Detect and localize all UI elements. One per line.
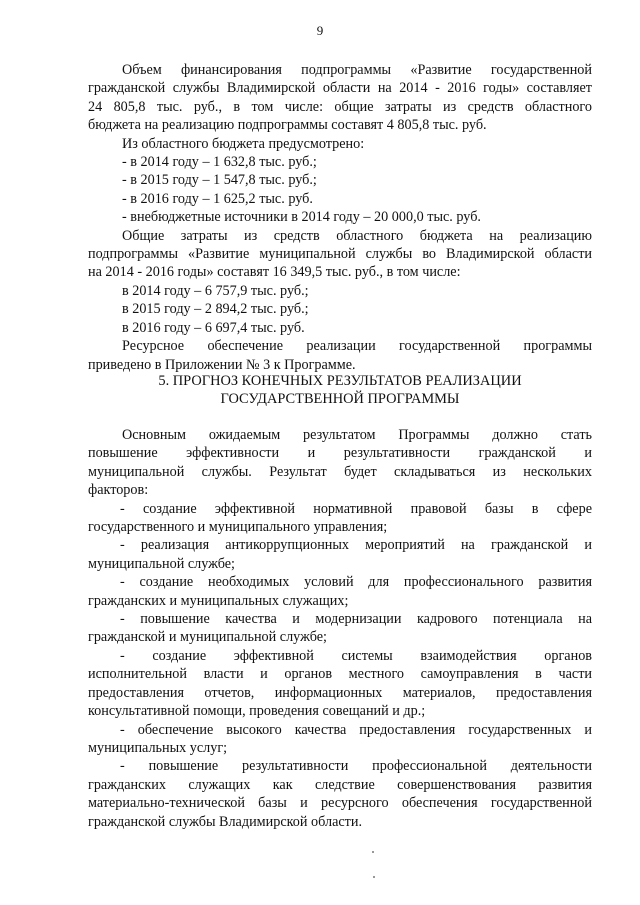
intro-line: факторов: <box>88 482 149 499</box>
factor-line: консультативной помощи, проведения совещаний и др.; <box>88 703 426 720</box>
factor-line: исполнительной власти и органов местного самоуправления в части <box>88 666 592 683</box>
factor-line: - обеспечение высокого качества предоставления государственных и <box>120 721 592 738</box>
resource-line: приведено в Приложении № 3 к Программе. <box>88 356 356 373</box>
funding-block <box>88 61 592 374</box>
factor-line: предоставления отчетов, информационных материалов, предоставления <box>88 684 592 701</box>
resource-line: Ресурсное обеспечение реализации государственной программы <box>122 338 592 355</box>
factor-line: материально-технической базы и ресурсного обеспечения государственной <box>88 795 592 812</box>
municipal-line: Общие затраты из средств областного бюджета на реализацию <box>122 227 592 244</box>
factor-line: - создание эффективной системы взаимодействия органов <box>120 647 592 664</box>
section-heading <box>88 372 592 409</box>
page-number: 9 <box>316 23 324 38</box>
factor-line: муниципальной службе; <box>88 555 236 572</box>
factor-line: гражданских служащих как следствие совершенствования развития <box>88 776 592 793</box>
intro-line: Основным ожидаемым результатом Программы должно стать <box>122 427 592 443</box>
municipal-item: в 2014 году – 6 757,9 тыс. руб.; <box>122 282 309 299</box>
municipal-line: на 2014 - 2016 годы» составят 16 349,5 тыс. руб., в том числе: <box>88 264 461 281</box>
funding-line: 24 805,8 тыс. руб., в том числе: общие затраты из средств областного <box>88 98 592 115</box>
municipal-item: в 2015 году – 2 894,2 тыс. руб.; <box>122 301 309 318</box>
factor-line: гражданских и муниципальных служащих; <box>88 592 349 609</box>
section-title-line: 5. ПРОГНОЗ КОНЕЧНЫХ РЕЗУЛЬТАТОВ РЕАЛИЗАЦИИ <box>158 373 522 389</box>
intro-line: повышение эффективности и результативности гражданской и <box>88 445 592 462</box>
regional-item: - внебюджетные источники в 2014 году – 20 000,0 тыс. руб. <box>122 209 481 226</box>
regional-intro: Из областного бюджета предусмотрено: <box>122 135 365 152</box>
section-body <box>88 426 592 831</box>
intro-line: муниципальной службы. Результат будет складываться из нескольких <box>88 463 592 480</box>
scan-speck <box>373 876 375 878</box>
factor-line: - реализация антикоррупционных мероприятий на гражданской и <box>120 537 592 554</box>
factor-line: государственного и муниципального управления; <box>88 519 388 536</box>
factor-line: - создание необходимых условий для профессионального развития <box>120 574 592 591</box>
municipal-item: в 2016 году – 6 697,4 тыс. руб. <box>122 319 305 336</box>
factor-line: гражданской службы Владимирской области. <box>88 813 363 830</box>
regional-item: - в 2014 году – 1 632,8 тыс. руб.; <box>122 154 317 171</box>
municipal-line: подпрограммы «Развитие муниципальной службы во Владимирской области <box>88 246 592 263</box>
scan-speck <box>372 851 374 853</box>
regional-item: - в 2016 году – 1 625,2 тыс. руб. <box>122 190 313 207</box>
factor-line: - повышение результативности профессиональной деятельности <box>120 758 592 775</box>
factor-line: гражданской и муниципальной службе; <box>88 629 327 646</box>
funding-line: Объем финансирования подпрограммы «Развитие государственной <box>122 62 592 78</box>
factor-line: - создание эффективной нормативной правовой базы в сфере <box>120 500 592 517</box>
funding-line: гражданской службы Владимирской области на 2014 - 2016 годы» составляет <box>88 80 592 97</box>
factor-line: - повышение качества и модернизации кадрового потенциала на <box>120 611 592 628</box>
factor-line: муниципальных услуг; <box>88 739 228 756</box>
funding-line: бюджета на реализацию подпрограммы составят 4 805,8 тыс. руб. <box>88 117 487 134</box>
regional-item: - в 2015 году – 1 547,8 тыс. руб.; <box>122 172 317 189</box>
section-title-line: ГОСУДАРСТВЕННОЙ ПРОГРАММЫ <box>220 391 460 408</box>
